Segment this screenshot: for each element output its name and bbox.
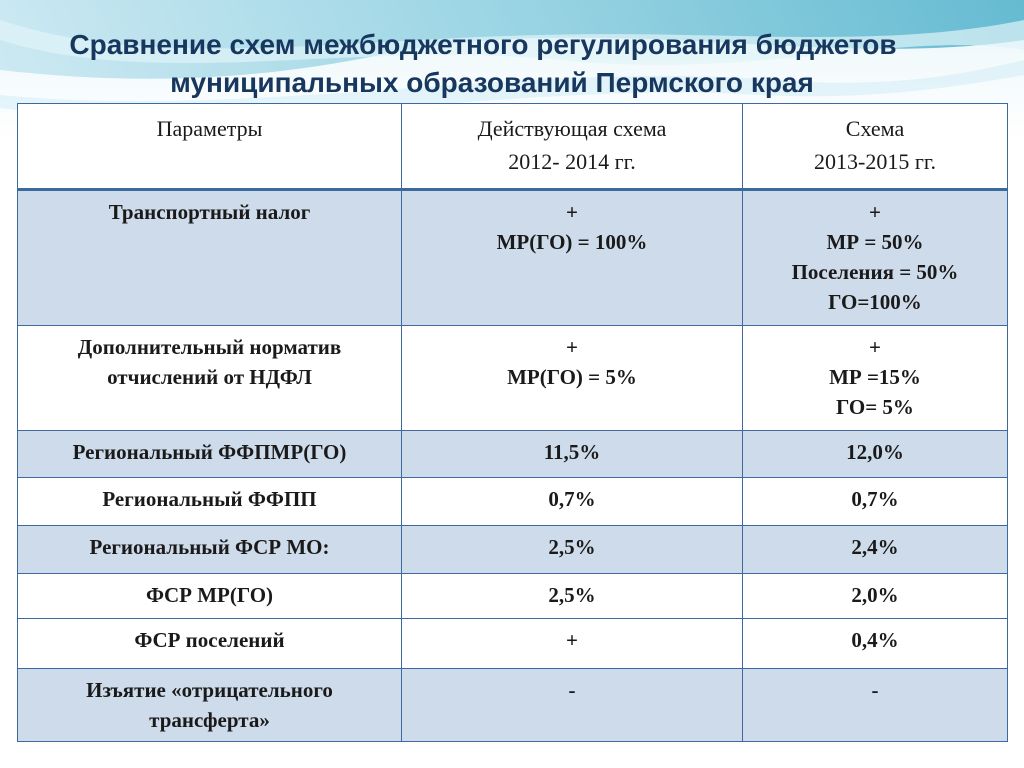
value-line: 12,0% bbox=[846, 440, 904, 464]
row-param bbox=[18, 326, 402, 431]
title-line-1: Сравнение схем межбюджетного регулирования бюджетов bbox=[69, 29, 897, 60]
header-new-line-1: Схема bbox=[845, 116, 905, 141]
value-line: 2,5% bbox=[548, 535, 596, 559]
comparison-table bbox=[17, 103, 1008, 742]
row-new-value bbox=[743, 619, 1008, 669]
value-line: 11,5% bbox=[543, 440, 601, 464]
row-new-value bbox=[743, 526, 1008, 574]
param-text: Дополнительный норматив bbox=[77, 335, 342, 359]
row-current-value bbox=[402, 526, 743, 574]
value-line: + bbox=[566, 628, 578, 652]
header-current-line-1: Действующая схема bbox=[477, 116, 667, 141]
value-line: + bbox=[566, 335, 578, 359]
row-new-value bbox=[743, 431, 1008, 478]
row-param bbox=[18, 574, 402, 619]
param-text: отчислений от НДФЛ bbox=[107, 365, 312, 389]
param-text: трансферта» bbox=[149, 708, 270, 732]
value-line: 2,5% bbox=[548, 583, 596, 607]
page-title bbox=[0, 26, 1024, 102]
value-line: + bbox=[869, 200, 881, 224]
value-line: МР = 50% bbox=[826, 230, 924, 254]
row-current-value bbox=[402, 619, 743, 669]
title-line-2: муниципальных образований Пермского края bbox=[170, 67, 814, 98]
param-text: Региональный ФФПМР(ГО) bbox=[72, 440, 347, 464]
row-current-value bbox=[402, 431, 743, 478]
row-new-value bbox=[743, 669, 1008, 742]
row-new-value bbox=[743, 478, 1008, 526]
row-current-value bbox=[402, 574, 743, 619]
param-text: Транспортный налог bbox=[108, 200, 311, 224]
row-current-value bbox=[402, 326, 743, 431]
value-line: + bbox=[869, 335, 881, 359]
row-param bbox=[18, 526, 402, 574]
table-row bbox=[18, 190, 1008, 326]
header-current-line-2: 2012- 2014 гг. bbox=[508, 149, 636, 174]
table-row bbox=[18, 619, 1008, 669]
table-header-row bbox=[18, 104, 1008, 190]
row-param bbox=[18, 478, 402, 526]
header-new-scheme bbox=[743, 104, 1008, 190]
table-row bbox=[18, 526, 1008, 574]
row-param bbox=[18, 431, 402, 478]
value-line: ГО= 5% bbox=[836, 395, 914, 419]
value-line: 0,4% bbox=[851, 628, 899, 652]
row-current-value bbox=[402, 190, 743, 326]
header-param-label: Параметры bbox=[156, 116, 263, 141]
value-line: 0,7% bbox=[851, 487, 899, 511]
row-new-value bbox=[743, 190, 1008, 326]
param-text: Изъятие «отрицательного bbox=[86, 678, 333, 702]
param-text: ФСР поселений bbox=[134, 628, 285, 652]
row-param bbox=[18, 669, 402, 742]
table-row bbox=[18, 431, 1008, 478]
param-text: Региональный ФСР МО: bbox=[89, 535, 330, 559]
header-current-scheme bbox=[402, 104, 743, 190]
value-line: + bbox=[566, 200, 578, 224]
table-row bbox=[18, 669, 1008, 742]
row-new-value bbox=[743, 574, 1008, 619]
value-line: - bbox=[568, 678, 576, 702]
row-current-value bbox=[402, 478, 743, 526]
header-new-line-2: 2013-2015 гг. bbox=[814, 149, 936, 174]
value-line: 2,0% bbox=[851, 583, 899, 607]
value-line: 2,4% bbox=[851, 535, 899, 559]
header-param bbox=[18, 104, 402, 190]
value-line: - bbox=[871, 678, 879, 702]
value-line: МР(ГО) = 100% bbox=[496, 230, 648, 254]
table-row bbox=[18, 326, 1008, 431]
value-line: ГО=100% bbox=[828, 290, 922, 314]
row-param bbox=[18, 190, 402, 326]
value-line: 0,7% bbox=[548, 487, 596, 511]
value-line: Поселения = 50% bbox=[791, 260, 959, 284]
param-text: ФСР МР(ГО) bbox=[145, 583, 274, 607]
row-new-value bbox=[743, 326, 1008, 431]
param-text: Региональный ФФПП bbox=[102, 487, 317, 511]
value-line: МР =15% bbox=[829, 365, 921, 389]
table-row bbox=[18, 478, 1008, 526]
row-param bbox=[18, 619, 402, 669]
row-current-value bbox=[402, 669, 743, 742]
table-row bbox=[18, 574, 1008, 619]
value-line: МР(ГО) = 5% bbox=[507, 365, 637, 389]
